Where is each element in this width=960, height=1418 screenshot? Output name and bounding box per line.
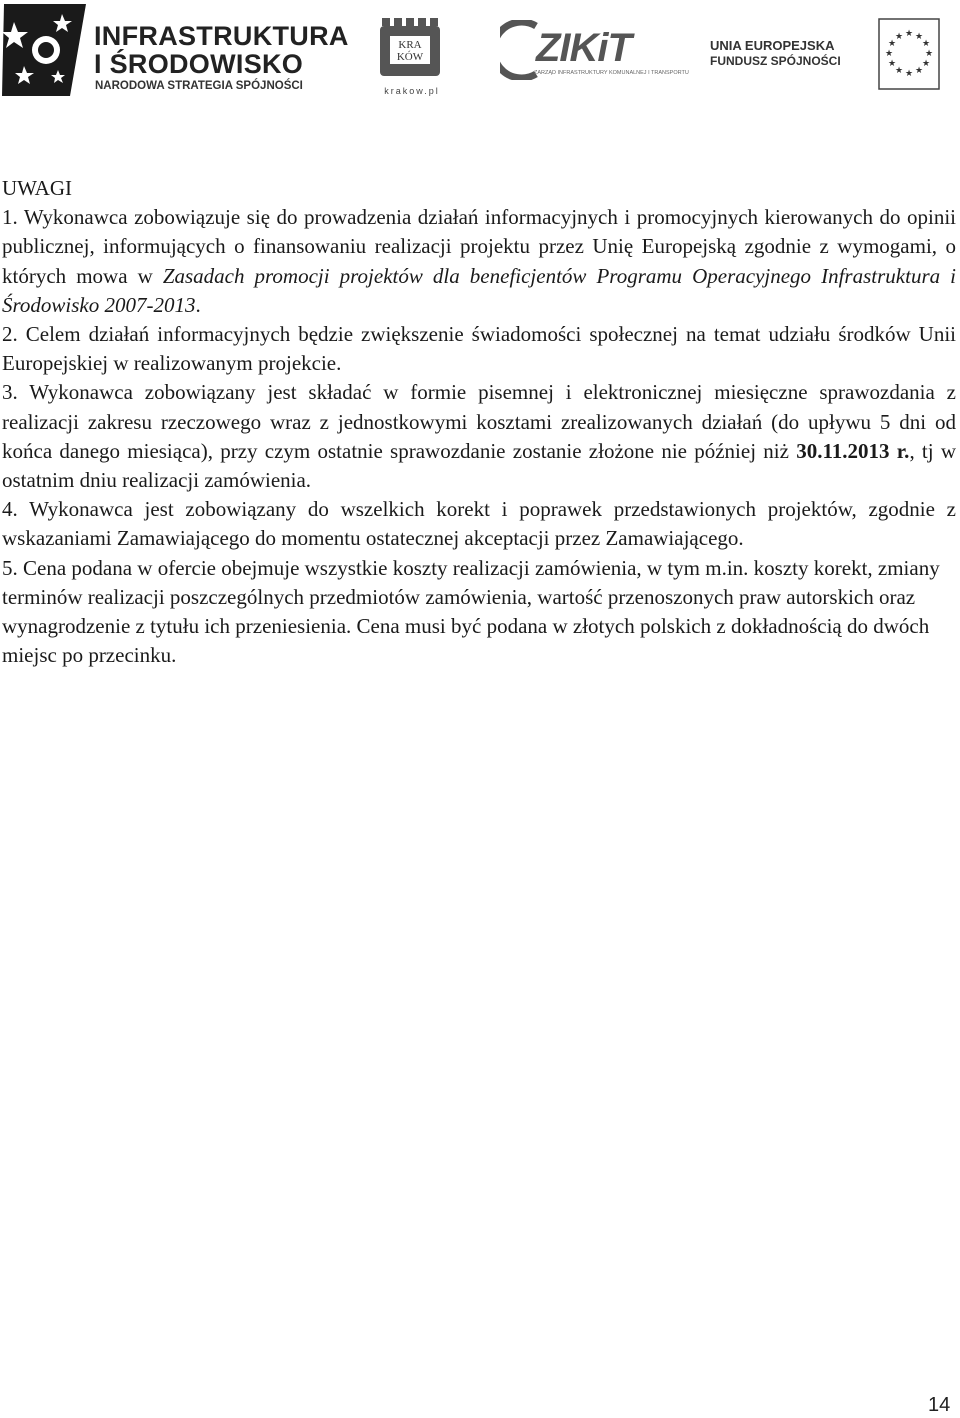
paragraph-1-end: . xyxy=(195,292,201,317)
svg-text:★: ★ xyxy=(904,69,914,79)
svg-text:★: ★ xyxy=(887,59,897,69)
logo-eu-line1: UNIA EUROPEJSKA xyxy=(710,38,835,53)
eu-stars-flag-icon xyxy=(878,18,940,90)
paragraph-1 xyxy=(2,203,956,320)
krakow-emblem-icon xyxy=(376,14,448,84)
paragraph-5: 5. Cena podana w ofercie obejmuje wszystkie koszty realizacji zamówienia, w tym m.in. koszty korekt, zmiany terminów realizacji poszczególnych przedmiotów zamówienia, wartość przenoszonych praw autorskich oraz wynagrodzenie z tytułu ich przeniesienia. Cena musi być podana w złotych polskich z dokładnością do dwóch miejsc po przecinku. xyxy=(2,555,940,668)
paragraph-2: 2. Celem działań informacyjnych będzie zwiększenie świadomości społecznej na temat udziału środków Unii Europejskiej w realizowanym projekcie. xyxy=(2,322,956,376)
paragraph-1-text: 1. Wykonawca zobowiązuje się do prowadzenia działań informacyjnych i promocyjnych kierowanych do opinii publicznej, informujących o finansowaniu realizacji projektu przez Unię Europejską zgodnie z wymogami, o których mowa w xyxy=(2,205,956,288)
svg-text:★: ★ xyxy=(921,59,931,69)
svg-text:★: ★ xyxy=(914,32,924,42)
section-heading: UWAGI xyxy=(2,176,72,200)
logo-infrastruktura-line1: INFRASTRUKTURA xyxy=(94,21,349,51)
krakow-emblem-top: KRA xyxy=(398,39,422,51)
svg-text:★: ★ xyxy=(887,39,897,49)
infrastruktura-emblem-icon xyxy=(0,0,92,100)
logo-krakow-caption: krakow.pl xyxy=(384,86,440,96)
svg-text:★: ★ xyxy=(924,49,934,59)
svg-text:★: ★ xyxy=(921,39,931,49)
logo-eu-line2: FUNDUSZ SPÓJNOŚCI xyxy=(710,54,841,68)
logo-zikit-word: ZIKiT xyxy=(536,26,631,70)
paragraph-3-deadline: 30.11.2013 r. xyxy=(796,438,910,463)
logo-krakow xyxy=(376,14,448,94)
paragraph-3-text: 3. Wykonawca zobowiązany jest składać w formie pisemnej i elektronicznej miesięczne sprawozdania z realizacji zakresu rzeczowego wraz z jednostkowymi kosztami zrealizowanych działań (do upływu 5 dni od końca danego miesiąca), przy czym ostatnie sprawozdanie zostanie złożone nie później niż xyxy=(2,380,956,463)
document-body xyxy=(2,174,956,670)
header-logos xyxy=(0,0,960,110)
paragraph-1-italic: Zasadach promocji projektów dla beneficjentów Programu Operacyjnego Infrastruktura i Środowisko 2007-2013 xyxy=(2,263,957,317)
svg-text:★: ★ xyxy=(914,66,924,76)
paragraph-4: 4. Wykonawca jest zobowiązany do wszelkich korekt i poprawek przedstawionych projektów, zgodnie z wskazaniami Zamawiającego do momentu ostatecznej akceptacji przez Zamawiającego. xyxy=(2,497,956,551)
paragraph-3 xyxy=(2,378,956,495)
logo-eu-cohesion-fund xyxy=(706,29,956,94)
svg-text:★: ★ xyxy=(894,32,904,42)
svg-text:★: ★ xyxy=(904,29,914,39)
page-number: 14 xyxy=(928,1394,951,1416)
logo-infrastruktura-line2: I ŚRODOWISKO xyxy=(94,49,304,79)
paragraph-3-end: , tj w ostatnim dniu realizacji zamówienia. xyxy=(2,438,957,493)
svg-text:★: ★ xyxy=(894,66,904,76)
logo-zikit xyxy=(500,14,689,84)
logo-infrastruktura-i-srodowisko xyxy=(0,0,349,104)
logo-zikit-subtitle: ZARZĄD INFRASTRUKTURY KOMUNALNEJ I TRANSPORTU xyxy=(534,70,689,76)
krakow-emblem-bottom: KÓW xyxy=(396,51,424,63)
logo-infrastruktura-subtitle: NARODOWA STRATEGIA SPÓJNOŚCI xyxy=(95,80,303,92)
svg-text:★: ★ xyxy=(884,49,894,59)
